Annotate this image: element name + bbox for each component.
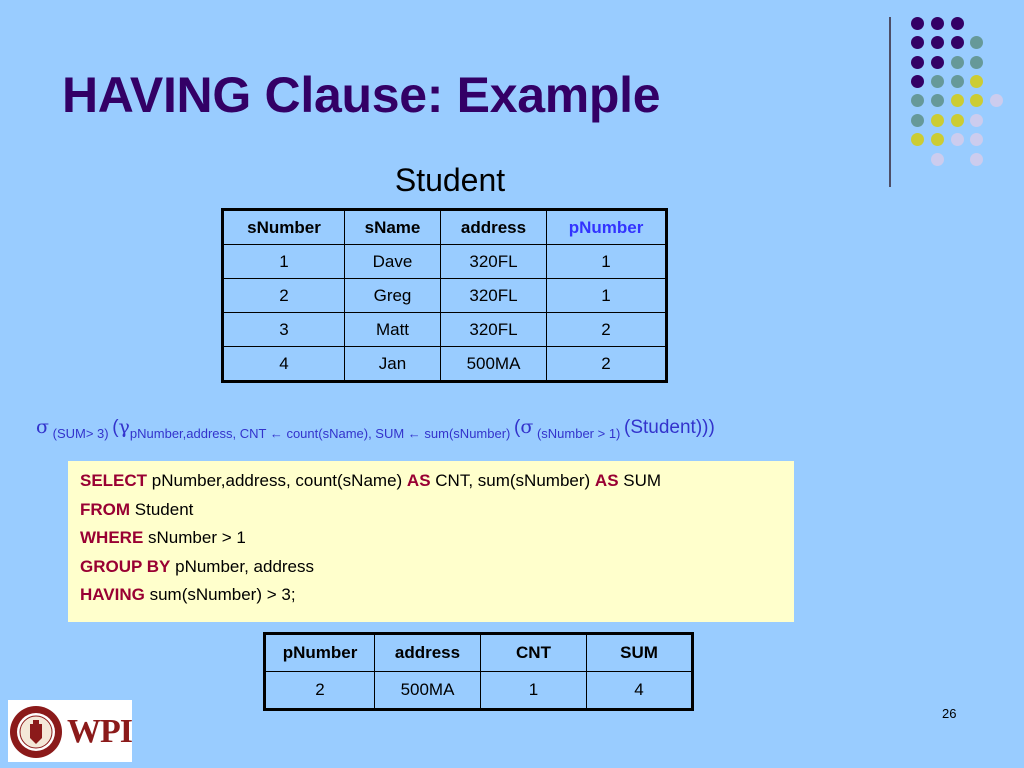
decor-dot bbox=[931, 94, 944, 107]
decor-dot bbox=[990, 94, 1003, 107]
decor-dot bbox=[911, 94, 924, 107]
decor-dot bbox=[911, 36, 924, 49]
decor-dot bbox=[970, 94, 983, 107]
wpi-logo-text: WPI bbox=[67, 713, 132, 750]
column-header-address: address bbox=[441, 210, 547, 245]
where-condition: (sNumber > 1) bbox=[536, 426, 621, 441]
table-row bbox=[223, 313, 667, 347]
student-table bbox=[221, 208, 668, 383]
decor-dot bbox=[911, 17, 924, 30]
decor-dot bbox=[951, 133, 964, 146]
sql-line-from bbox=[80, 496, 782, 525]
having-condition: (SUM> 3) bbox=[52, 426, 109, 441]
column-header-snumber: sNumber bbox=[223, 210, 345, 245]
table-cell: 2 bbox=[547, 313, 667, 347]
table-cell: 4 bbox=[223, 347, 345, 382]
decor-dot bbox=[931, 75, 944, 88]
wpi-logo bbox=[8, 700, 132, 762]
sql-text: Student bbox=[134, 499, 194, 519]
decor-dot bbox=[970, 36, 983, 49]
sql-text: sNumber > 1 bbox=[148, 528, 246, 547]
student-table-caption: Student bbox=[394, 162, 506, 198]
table-cell: 320FL bbox=[441, 313, 547, 347]
slide-title: HAVING Clause: Example bbox=[62, 67, 661, 123]
sigma-symbol: σ bbox=[36, 416, 49, 438]
sql-text: pNumber,address, count(sName) bbox=[151, 471, 403, 490]
column-header-sname: sName bbox=[345, 210, 441, 245]
table-cell: 500MA bbox=[441, 347, 547, 382]
table-cell: 320FL bbox=[441, 245, 547, 279]
decor-dot bbox=[970, 114, 983, 127]
open-paren: ( bbox=[514, 417, 521, 438]
table-row bbox=[223, 347, 667, 382]
table-cell: 1 bbox=[481, 672, 587, 710]
decor-dot bbox=[931, 36, 944, 49]
table-cell: 320FL bbox=[441, 279, 547, 313]
sql-query-box bbox=[68, 461, 794, 622]
column-header-address: address bbox=[375, 634, 481, 672]
table-cell: 2 bbox=[223, 279, 345, 313]
grouping-list: pNumber,address, CNT ← count(sName), SUM ← sum(sNumber) bbox=[129, 426, 511, 441]
decor-dot bbox=[931, 17, 944, 30]
table-cell: 2 bbox=[265, 672, 375, 710]
decor-dot bbox=[951, 114, 964, 127]
decor-dot bbox=[931, 153, 944, 166]
table-cell: 500MA bbox=[375, 672, 481, 710]
relation-name: (Student))) bbox=[624, 417, 715, 438]
table-row bbox=[223, 245, 667, 279]
table-cell: 1 bbox=[547, 279, 667, 313]
open-paren: ( bbox=[112, 417, 119, 438]
sql-keyword: SELECT bbox=[80, 471, 148, 490]
table-cell: Matt bbox=[345, 313, 441, 347]
sql-line-select bbox=[80, 467, 782, 496]
decor-dot bbox=[970, 153, 983, 166]
sql-keyword: FROM bbox=[80, 499, 131, 519]
decor-dot bbox=[951, 36, 964, 49]
relational-algebra-expression bbox=[36, 416, 715, 441]
decor-dot bbox=[911, 133, 924, 146]
table-cell: 1 bbox=[547, 245, 667, 279]
sql-keyword: HAVING bbox=[80, 585, 145, 604]
decor-dot bbox=[911, 75, 924, 88]
sql-line-having bbox=[80, 581, 782, 610]
decor-dot bbox=[951, 94, 964, 107]
decor-dot bbox=[951, 56, 964, 69]
table-cell: 1 bbox=[223, 245, 345, 279]
decor-dot bbox=[911, 56, 924, 69]
column-header-cnt: CNT bbox=[481, 634, 587, 672]
decor-dot bbox=[931, 133, 944, 146]
decor-dot bbox=[931, 56, 944, 69]
page-number: 26 bbox=[942, 706, 957, 721]
sql-keyword: AS bbox=[406, 471, 431, 490]
result-table bbox=[263, 632, 694, 711]
table-header-row bbox=[223, 210, 667, 245]
table-cell: Dave bbox=[345, 245, 441, 279]
table-cell: 4 bbox=[587, 672, 693, 710]
sql-keyword: WHERE bbox=[80, 528, 144, 547]
sql-text: sum(sNumber) > 3; bbox=[149, 585, 296, 604]
table-row bbox=[265, 672, 693, 710]
sql-text: CNT, sum(sNumber) bbox=[435, 471, 591, 490]
sql-text: pNumber, address bbox=[175, 556, 315, 576]
table-cell: Jan bbox=[345, 347, 441, 382]
decor-dot bbox=[951, 75, 964, 88]
decor-dot bbox=[931, 114, 944, 127]
table-cell: Greg bbox=[345, 279, 441, 313]
sigma-symbol: σ bbox=[520, 416, 534, 438]
decor-dot bbox=[951, 17, 964, 30]
sql-text: SUM bbox=[623, 471, 662, 490]
column-header-sum: SUM bbox=[587, 634, 693, 672]
gamma-symbol: γ bbox=[118, 416, 130, 438]
sql-line-where bbox=[80, 524, 782, 553]
table-cell: 3 bbox=[223, 313, 345, 347]
column-header-pnumber: pNumber bbox=[547, 210, 667, 245]
decorative-vertical-line bbox=[889, 17, 891, 187]
table-row bbox=[223, 279, 667, 313]
decor-dot bbox=[970, 75, 983, 88]
sql-keyword: GROUP BY bbox=[80, 556, 171, 576]
column-header-pnumber: pNumber bbox=[265, 634, 375, 672]
table-header-row bbox=[265, 634, 693, 672]
sql-line-group-by bbox=[80, 553, 782, 582]
sql-keyword: AS bbox=[594, 471, 619, 490]
table-cell: 2 bbox=[547, 347, 667, 382]
decor-dot bbox=[970, 133, 983, 146]
decor-dot bbox=[911, 114, 924, 127]
decor-dot bbox=[970, 56, 983, 69]
